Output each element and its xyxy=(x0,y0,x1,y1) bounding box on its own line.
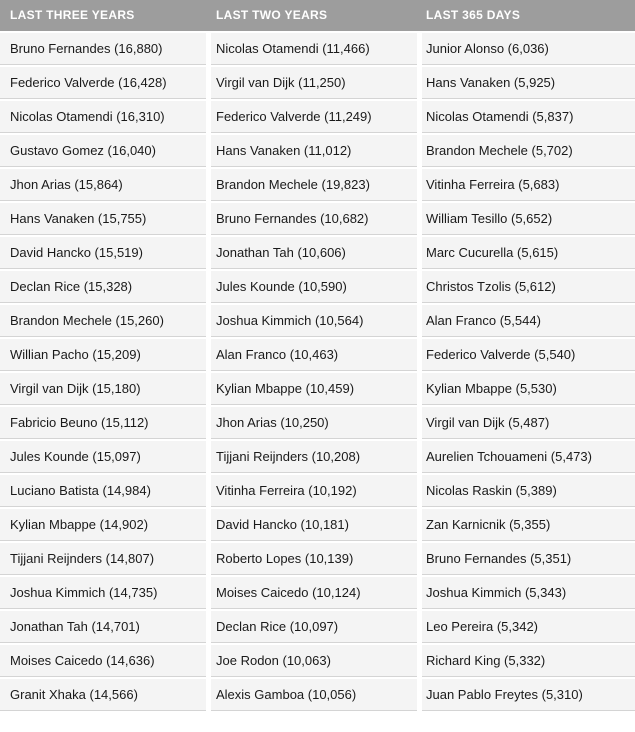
table-row: Nicolas Otamendi (16,310) xyxy=(0,101,206,133)
table-row: Nicolas Raskin (5,389) xyxy=(422,475,635,507)
table-row: Marc Cucurella (5,615) xyxy=(422,237,635,269)
table-row: Virgil van Dijk (5,487) xyxy=(422,407,635,439)
table-row: Declan Rice (10,097) xyxy=(211,611,417,643)
column-header-last-three-years: LAST THREE YEARS xyxy=(10,8,135,22)
table-row: Leo Pereira (5,342) xyxy=(422,611,635,643)
table-row: Bruno Fernandes (5,351) xyxy=(422,543,635,575)
table-row: Alexis Gamboa (10,056) xyxy=(211,679,417,711)
table-row: Federico Valverde (11,249) xyxy=(211,101,417,133)
table-row: Bruno Fernandes (16,880) xyxy=(0,33,206,65)
column-header-last-two-years: LAST TWO YEARS xyxy=(216,8,328,22)
table-row: Jhon Arias (10,250) xyxy=(211,407,417,439)
table-row: Jhon Arias (15,864) xyxy=(0,169,206,201)
table-row: Moises Caicedo (14,636) xyxy=(0,645,206,677)
table-row: Granit Xhaka (14,566) xyxy=(0,679,206,711)
table-row: Moises Caicedo (10,124) xyxy=(211,577,417,609)
table-row: Hans Vanaken (5,925) xyxy=(422,67,635,99)
table-row: Bruno Fernandes (10,682) xyxy=(211,203,417,235)
table-row: Joshua Kimmich (10,564) xyxy=(211,305,417,337)
table-row: Jonathan Tah (14,701) xyxy=(0,611,206,643)
table-row: Virgil van Dijk (11,250) xyxy=(211,67,417,99)
table-row: Luciano Batista (14,984) xyxy=(0,475,206,507)
column-rows-last-three-years xyxy=(0,33,206,713)
table-row: Alan Franco (5,544) xyxy=(422,305,635,337)
table-row: David Hancko (10,181) xyxy=(211,509,417,541)
table-row: Zan Karnicnik (5,355) xyxy=(422,509,635,541)
table-row: Kylian Mbappe (14,902) xyxy=(0,509,206,541)
table-row: William Tesillo (5,652) xyxy=(422,203,635,235)
table-row: Fabricio Beuno (15,112) xyxy=(0,407,206,439)
table-header-row xyxy=(0,0,635,31)
table-row: Kylian Mbappe (5,530) xyxy=(422,373,635,405)
table-row: Vitinha Ferreira (5,683) xyxy=(422,169,635,201)
table-row: Declan Rice (15,328) xyxy=(0,271,206,303)
table-row: Jules Kounde (15,097) xyxy=(0,441,206,473)
column-header-last-365-days: LAST 365 DAYS xyxy=(426,8,521,22)
table-row: Vitinha Ferreira (10,192) xyxy=(211,475,417,507)
table-body xyxy=(0,33,635,713)
table-row: Brandon Mechele (15,260) xyxy=(0,305,206,337)
table-row: Brandon Mechele (19,823) xyxy=(211,169,417,201)
table-row: Joshua Kimmich (14,735) xyxy=(0,577,206,609)
table-row: Tijjani Reijnders (14,807) xyxy=(0,543,206,575)
table-row: Juan Pablo Freytes (5,310) xyxy=(422,679,635,711)
table-row: Hans Vanaken (11,012) xyxy=(211,135,417,167)
table-row: Aurelien Tchouameni (5,473) xyxy=(422,441,635,473)
table-row: Willian Pacho (15,209) xyxy=(0,339,206,371)
table-row: Brandon Mechele (5,702) xyxy=(422,135,635,167)
column-rows-last-365-days xyxy=(422,33,635,713)
table-row: Nicolas Otamendi (5,837) xyxy=(422,101,635,133)
table-row: Gustavo Gomez (16,040) xyxy=(0,135,206,167)
table-row: Jonathan Tah (10,606) xyxy=(211,237,417,269)
table-row: Hans Vanaken (15,755) xyxy=(0,203,206,235)
table-row: Christos Tzolis (5,612) xyxy=(422,271,635,303)
table-row: Alan Franco (10,463) xyxy=(211,339,417,371)
table-row: Junior Alonso (6,036) xyxy=(422,33,635,65)
table-row: Joshua Kimmich (5,343) xyxy=(422,577,635,609)
column-rows-last-two-years xyxy=(211,33,417,713)
table-row: Kylian Mbappe (10,459) xyxy=(211,373,417,405)
table-row: Jules Kounde (10,590) xyxy=(211,271,417,303)
table-row: Roberto Lopes (10,139) xyxy=(211,543,417,575)
table-row: Federico Valverde (16,428) xyxy=(0,67,206,99)
table-row: Virgil van Dijk (15,180) xyxy=(0,373,206,405)
table-row: Federico Valverde (5,540) xyxy=(422,339,635,371)
table-row: Tijjani Reijnders (10,208) xyxy=(211,441,417,473)
table-row: David Hancko (15,519) xyxy=(0,237,206,269)
table-row: Nicolas Otamendi (11,466) xyxy=(211,33,417,65)
table-row: Joe Rodon (10,063) xyxy=(211,645,417,677)
table-row: Richard King (5,332) xyxy=(422,645,635,677)
